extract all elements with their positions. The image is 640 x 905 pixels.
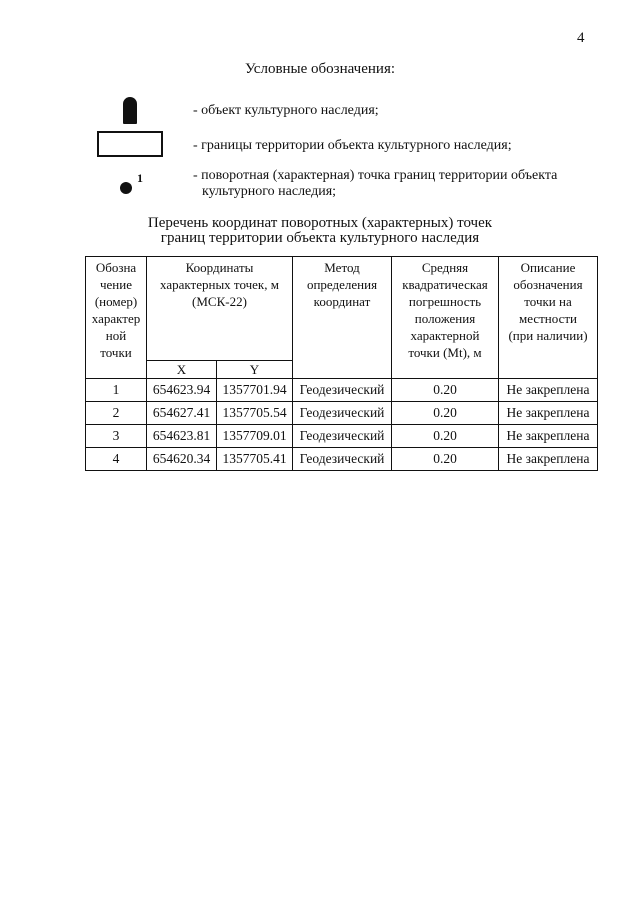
cell-method: Геодезический: [293, 425, 392, 448]
cell-method: Геодезический: [293, 448, 392, 471]
point-marker-label: 1: [137, 171, 143, 185]
cell-number: 1: [86, 379, 147, 402]
cell-description: Не закреплена: [499, 425, 598, 448]
table-header-row: [86, 257, 598, 361]
cell-accuracy: 0.20: [392, 379, 499, 402]
cell-x: 654627.41: [147, 402, 217, 425]
boundary-rectangle-icon: [97, 131, 163, 157]
cell-y: 1357709.01: [217, 425, 293, 448]
header-accuracy: Средняя квадратическая погрешность положения характерной точки (Mt), м: [392, 257, 499, 379]
cell-y: 1357701.94: [217, 379, 293, 402]
cell-y: 1357705.54: [217, 402, 293, 425]
cell-method: Геодезический: [293, 402, 392, 425]
header-point-number: Обозна чение (номер) характер ной точки: [86, 257, 147, 379]
cell-description: Не закреплена: [499, 448, 598, 471]
monument-icon: [123, 97, 137, 124]
cell-description: Не закреплена: [499, 379, 598, 402]
cell-method: Геодезический: [293, 379, 392, 402]
cell-description: Не закреплена: [499, 402, 598, 425]
list-title-line2: границ территории объекта культурного наследия: [160, 230, 480, 246]
legend-title: Условные обозначения:: [244, 61, 396, 77]
cell-x: 654623.94: [147, 379, 217, 402]
cell-number: 3: [86, 425, 147, 448]
point-marker-icon: [120, 182, 132, 194]
coordinates-table: [85, 256, 598, 471]
cell-x: 654620.34: [147, 448, 217, 471]
table-row: [86, 448, 598, 471]
header-y: Y: [217, 361, 293, 379]
header-x: X: [147, 361, 217, 379]
legend-item-point-line1: - поворотная (характерная) точка границ территории объекта: [193, 168, 558, 183]
cell-y: 1357705.41: [217, 448, 293, 471]
cell-number: 4: [86, 448, 147, 471]
legend-item-monument: - объект культурного наследия;: [193, 103, 379, 118]
legend-item-point: [193, 168, 557, 200]
legend-item-boundary: - границы территории объекта культурного наследия;: [193, 138, 512, 153]
table-row: [86, 402, 598, 425]
table-row: [86, 379, 598, 402]
table-row: [86, 425, 598, 448]
list-title-line1: Перечень координат поворотных (характерных) точек: [147, 215, 493, 231]
page-number: 4: [577, 30, 585, 46]
header-description: Описание обозначения точки на местности (при наличии): [499, 257, 598, 379]
legend-item-point-line2: культурного наследия;: [202, 184, 337, 199]
cell-x: 654623.81: [147, 425, 217, 448]
cell-number: 2: [86, 402, 147, 425]
cell-accuracy: 0.20: [392, 402, 499, 425]
coordinates-list-title: [0, 216, 640, 246]
cell-accuracy: 0.20: [392, 425, 499, 448]
cell-accuracy: 0.20: [392, 448, 499, 471]
header-method: Метод определения координат: [293, 257, 392, 379]
header-coordinates: Координаты характерных точек, м (МСК-22): [147, 257, 293, 361]
